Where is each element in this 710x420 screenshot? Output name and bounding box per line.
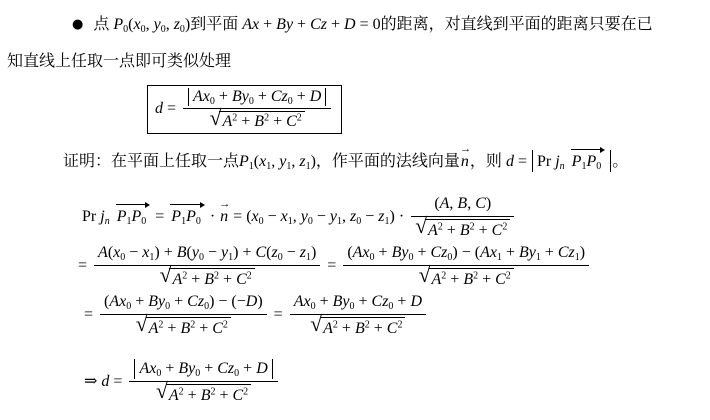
bullet-icon: ● [72, 17, 84, 32]
boxed-formula-math: d = $\frac{Ax_0 + By_0 + Cz_0 + D}{√A^2 + B^2 + C^2}$ [155, 100, 334, 117]
intro-line-2: 知直线上任取一点即可类似处理 [7, 53, 232, 70]
equation-projection-expansion: Pr $j_n$ $P_1P_0 = P_1P_0$ · → $n = (x_0 - x_1$, $y_0 - y_1$, $z_0 - z_1$) · $\frac{(A, B, C)}{√A^2 + B^2 + C^2}$ [82, 194, 517, 241]
proof-line: 证明：在平面上任取一点$P_1(x_1$, $y_1$, $z_1$)，作平面的法线向量→ n，则 d = Pr $j_n$ $P_1P_0$ 。 [63, 150, 628, 172]
intro-line-1 [72, 15, 653, 35]
equation-distributed-terms: = $\frac{A(x_0 - x_1) + B(y_0 - y_1) + C(z_0 - z_1)}{√A^2 + B^2 + C^2}$ = $\frac{(Ax_0 + By_0 + Cz_0) - (Ax_1 + By_1 + Cz_1)}{√A^2 + B^2 + C^2}$ [78, 243, 592, 290]
boxed-distance-formula [147, 85, 342, 134]
intro-line-1-math: 点 $P_0(x_0$, $y_0$, $z_0$)到平面 Ax + By + Cz + D = 0的距离，对直线到平面的距离只要在已 [93, 16, 653, 35]
equation-substitute-D: = $\frac{(Ax_0 + By_0 + Cz_0) - (-D)}{√A^2 + B^2 + C^2}$ = $\frac{Ax_0 + By_0 + Cz_0 + D}{√A^2 + B^2 + C^2}$ [84, 292, 429, 339]
equation-final-result: ⇒ d = $\frac{Ax_0 + By_0 + Cz_0 + D}{√A^2 + B^2 + C^2}$ [84, 359, 281, 406]
